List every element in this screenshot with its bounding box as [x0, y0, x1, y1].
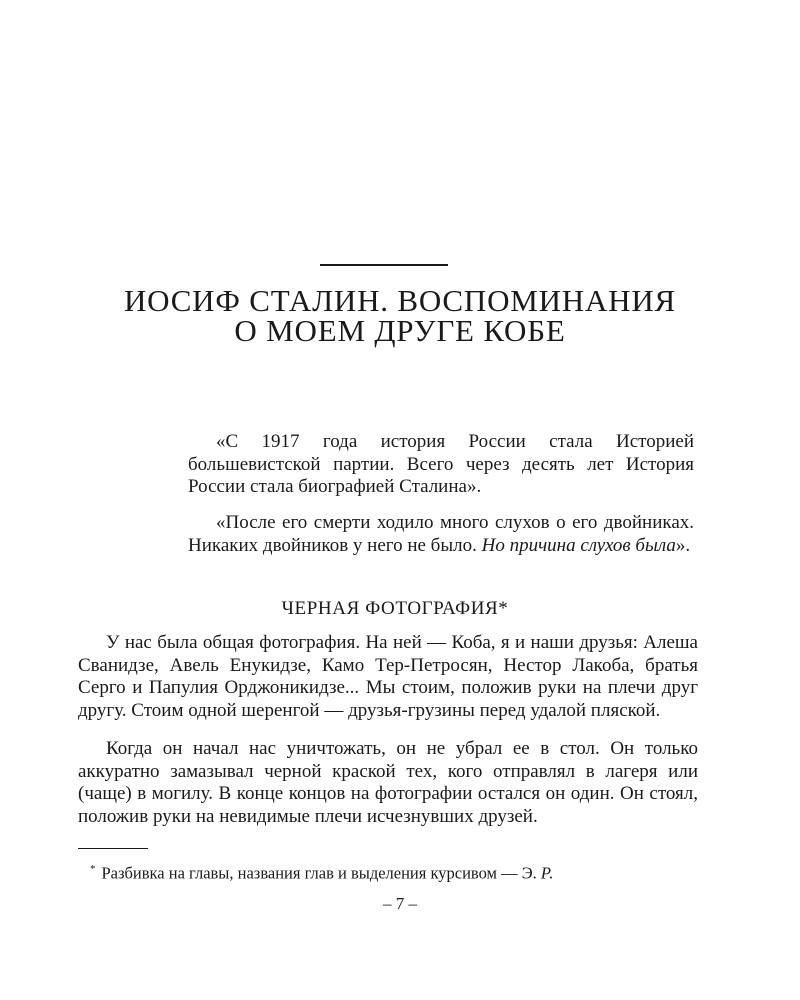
epigraph-first-text: «С 1917 года история России стала Историей большевистской партии. Всего через десять лет История России стала биографией Сталина». [188, 431, 694, 497]
chapter-title-line-2: О МОЕМ ДРУГЕ КОБЕ [234, 313, 566, 348]
section-heading: ЧЕРНАЯ ФОТОГРАФИЯ* [281, 598, 509, 619]
epigraph-second-text: «После его смерти ходило много слухов о его двойниках. Никаких двойников у него не было. [188, 512, 694, 556]
body-paragraph-2-text: Когда он начал нас уничтожать, он не убрал ее в стол. Он только аккуратно замазывал черной краской тех, кого отправлял в лагеря или (чаще) в могилу. В конце концов на фотографии остался он один. Он стоял, положив руки на невидимые плечи исчезнувших друзей. [78, 738, 698, 827]
footnote-text: Разбивка на главы, названия глав и выделения курсивом — Э. [101, 863, 537, 883]
body-paragraph-1 [78, 632, 698, 722]
epigraph-first [188, 431, 694, 499]
footnote-author-initial: Р. [540, 863, 554, 883]
title-rule [320, 264, 448, 266]
footnote [90, 858, 690, 885]
body-paragraph-2 [78, 738, 698, 828]
body-paragraph-1-text: У нас была общая фотография. На ней — Коба, я и наши друзья: Алеша Сванидзе, Авель Енукидзе, Камо Тер-Петросян, Нестор Лакоба, братья Серго и Папулия Орджоникидзе... Мы стоим, положив руки на плечи друг другу. Стоим одной шеренгой — друзья-грузины перед удалой пляской. [78, 632, 698, 721]
epigraph-second-end: ». [675, 534, 691, 556]
chapter-title-line-1: ИОСИФ СТАЛИН. ВОСПОМИНАНИЯ [123, 283, 677, 318]
epigraph-second-italic: Но причина слухов была [481, 534, 676, 556]
footnote-marker: * [90, 863, 96, 875]
page-number: – 7 – [383, 894, 417, 913]
epigraph-second [188, 512, 694, 557]
footnote-rule [78, 848, 148, 849]
